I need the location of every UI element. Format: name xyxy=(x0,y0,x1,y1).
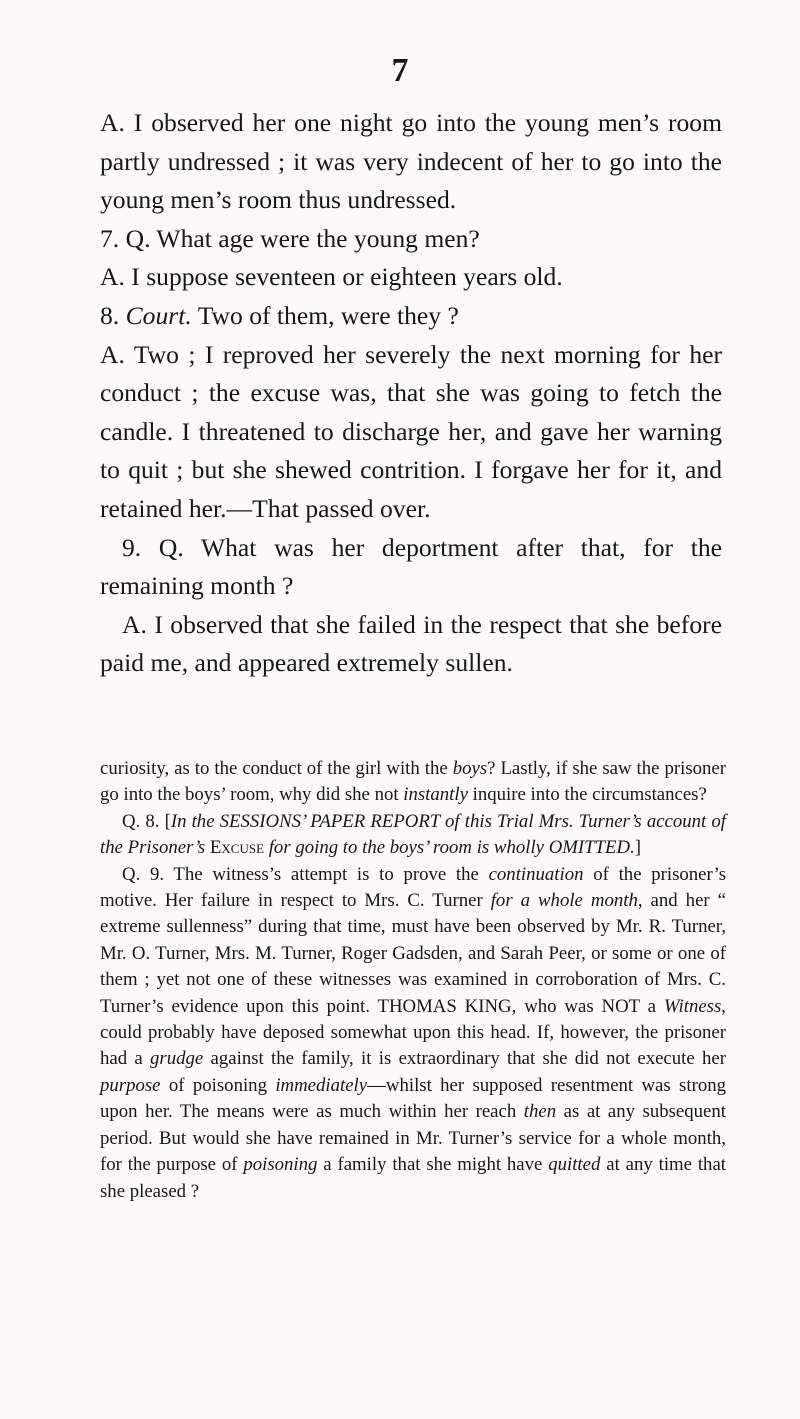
note-emphasis: grudge xyxy=(150,1048,204,1070)
note-text: as at any subsequent period. But would she have remained in Mr. Turner’s service for a whole month, for the purpose of xyxy=(100,1101,726,1176)
note-text: against the family, it is extraordinary that she did not execute her xyxy=(203,1048,726,1070)
note-emphasis: In the SESSIONS’ PAPER REPORT of this Trial Mrs. Turner’s account of the Prisoner’s xyxy=(100,810,726,859)
note-paragraph xyxy=(100,862,726,1205)
note-text: a family that she might have xyxy=(317,1154,549,1176)
answer-paragraph: A. I observed her one night go into the young men’s room partly undressed ; it was very indecent of her to go into the young men’s room thus undressed. xyxy=(100,108,722,215)
note-small-caps: Excuse xyxy=(209,837,265,859)
note-text: —whilst her supposed resentment was strong upon her. The means were as much within her reach xyxy=(100,1074,726,1123)
note-text: of the prisoner’s motive. Her failure in respect to Mrs. C. Turner xyxy=(100,863,726,912)
court-label: Court. xyxy=(125,300,192,330)
note-emphasis: purpose xyxy=(100,1074,161,1096)
note-emphasis: for going to the boys’ room is wholly OMITTED. xyxy=(268,837,635,859)
note-emphasis: poisoning xyxy=(243,1154,318,1176)
note-text: , could probably have deposed somewhat upon this head. If, however, the prisoner had a xyxy=(100,995,726,1070)
page-number: 7 xyxy=(391,52,409,89)
note-emphasis: instantly xyxy=(403,784,468,806)
question-paragraph: 9. Q. What was her deportment after that, for the remaining month ? xyxy=(100,532,722,601)
note-emphasis: Witness xyxy=(663,995,722,1017)
note-text: curiosity, as to the conduct of the girl with the xyxy=(100,758,453,779)
answer-paragraph: A. I observed that she failed in the respect that she before paid me, and appeared extremely sullen. xyxy=(100,609,722,678)
answer-paragraph: A. Two ; I reproved her severely the next morning for her conduct ; the excuse was, that she was going to fetch the candle. I threatened to discharge her, and gave her warning to quit ; but she shewed contrition. I forgave her for it, and retained her.—That passed over. xyxy=(100,339,722,523)
question-text: Two of them, were they ? xyxy=(197,300,459,330)
question-paragraph: 7. Q. What age were the young men? xyxy=(100,223,480,253)
note-emphasis: then xyxy=(523,1101,557,1123)
court-question-paragraph xyxy=(100,297,722,336)
note-text: inquire into the circumstances? xyxy=(467,784,707,806)
note-text: , and her “ extreme sullenness” during that time, must have been observed by Mr. R. Turner, Mr. O. Turner, Mrs. M. Turner, Roger Gadsden, and Sarah Peer, or some or one of them ; yet not one of these witnesses was examined in corroboration of Mrs. C. Turner’s evidence upon this point. THOMAS KING, who was NOT a xyxy=(100,890,726,1017)
note-paragraph xyxy=(100,809,726,862)
note-emphasis: quitted xyxy=(548,1154,601,1176)
note-text: ] xyxy=(634,837,642,859)
note-emphasis: continuation xyxy=(488,863,584,885)
answer-paragraph: A. I suppose seventeen or eighteen years old. xyxy=(100,262,563,292)
question-number: 8. xyxy=(100,300,120,330)
note-emphasis: immediately xyxy=(275,1074,368,1096)
commentary-notes xyxy=(100,756,726,1205)
note-emphasis: boys xyxy=(452,758,488,779)
note-paragraph xyxy=(100,756,726,809)
note-text: ? Lastly, if she saw the prisoner go into the boys’ room, why did she not xyxy=(100,758,727,806)
note-text: Q. 9. The witness’s attempt is to prove the xyxy=(122,863,489,885)
note-emphasis: for a whole month xyxy=(490,890,638,912)
note-text: Q. 8. [ xyxy=(122,810,171,832)
testimony-text xyxy=(100,104,722,683)
note-text: at any time that she pleased ? xyxy=(100,1154,726,1202)
note-text: of poisoning xyxy=(160,1074,276,1096)
